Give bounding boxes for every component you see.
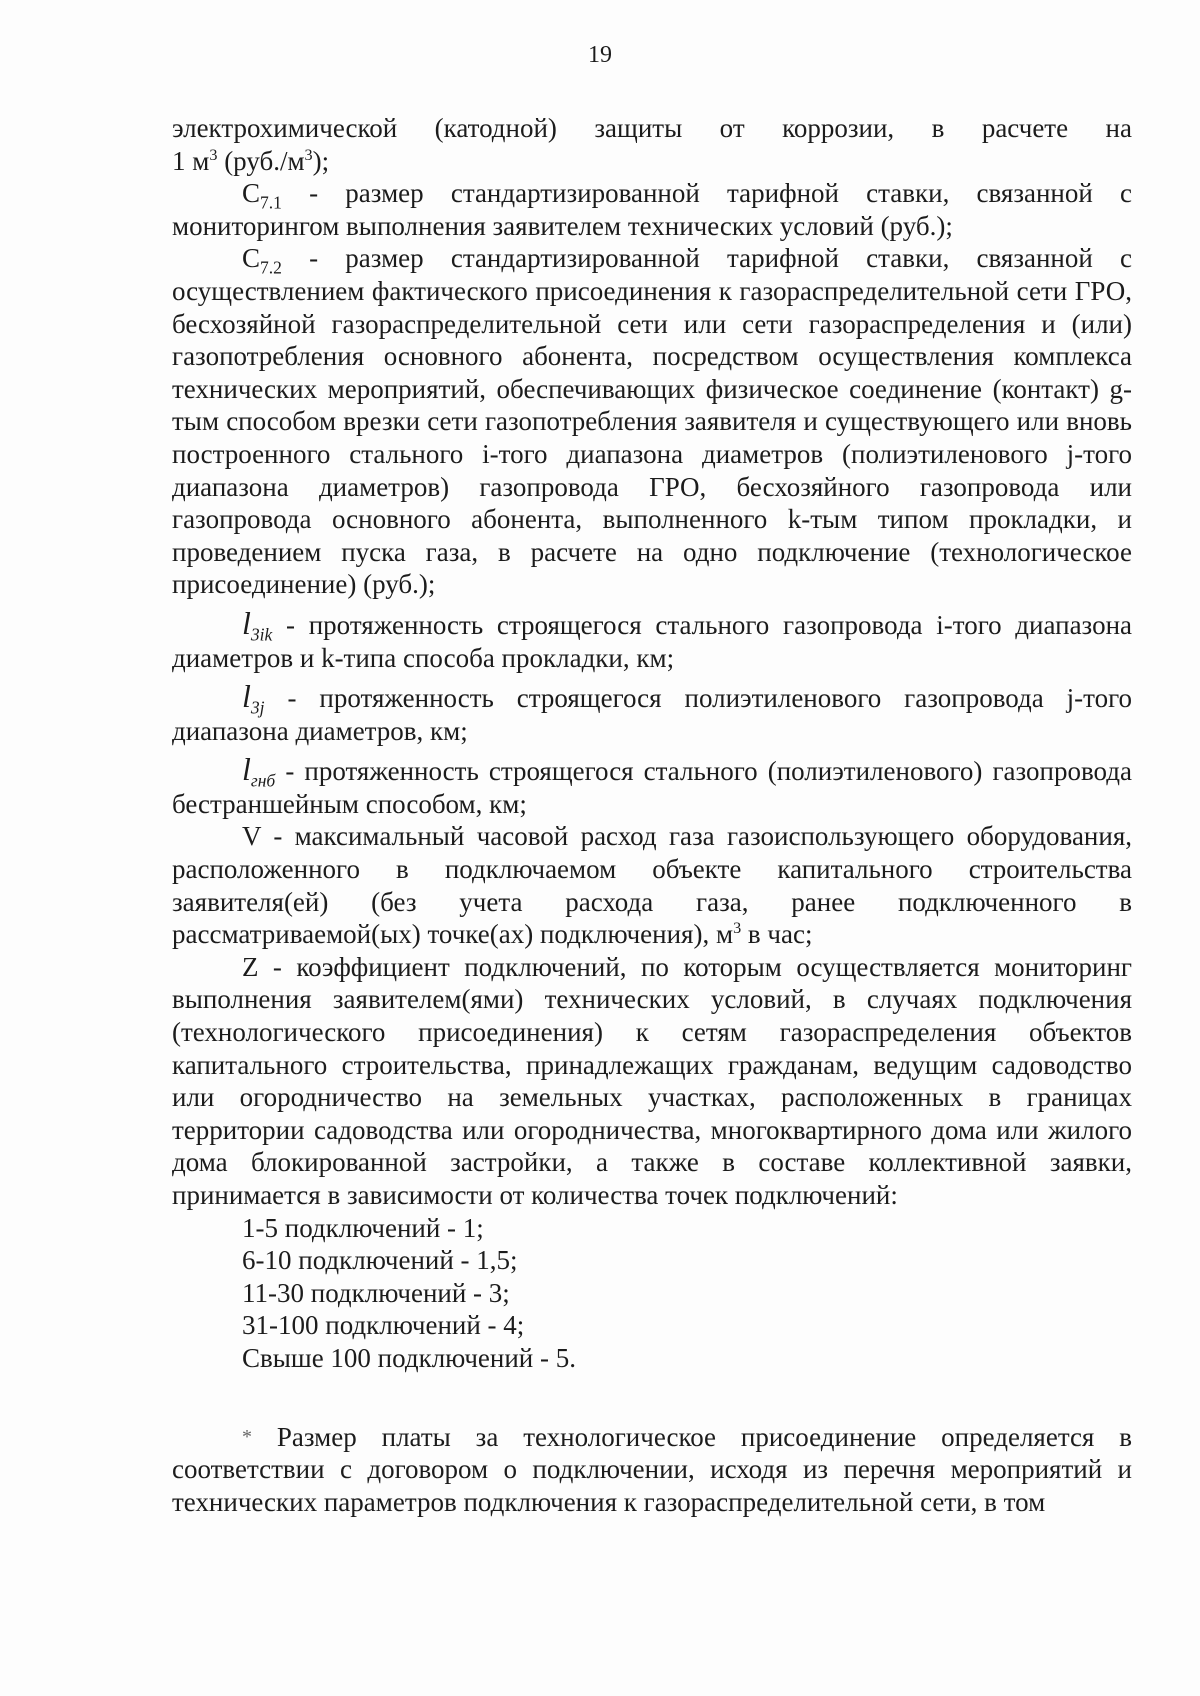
definition-lgnb xyxy=(172,753,1132,820)
symbol-subscript: 7.1 xyxy=(260,192,282,213)
unit-exponent: 3 xyxy=(733,919,742,938)
symbol-subscript: 7.2 xyxy=(260,257,282,278)
definition-l3j xyxy=(172,680,1132,747)
page-number: 19 xyxy=(588,42,612,68)
footnote xyxy=(172,1421,1132,1519)
symbol: С xyxy=(242,243,261,274)
symbol-subscript: 3ik xyxy=(250,624,273,645)
document-body xyxy=(172,112,1132,1518)
definition-z xyxy=(172,951,1132,1212)
definition-c72 xyxy=(172,242,1132,601)
unit-label: м xyxy=(192,145,210,176)
unit-exponent: 3 xyxy=(209,145,218,164)
list-item: 31-100 подключений - 4; xyxy=(242,1310,525,1341)
paragraph-continuation xyxy=(172,112,1132,145)
definition-c71 xyxy=(172,177,1132,242)
list-item: 11-30 подключений - 3; xyxy=(242,1277,510,1308)
unit-text-end: ); xyxy=(312,145,330,176)
symbol: С xyxy=(242,178,261,209)
symbol: l xyxy=(242,604,251,641)
definition-v xyxy=(172,820,1132,950)
symbol: l xyxy=(242,678,251,715)
definition-text: - протяженность строящегося стального газопровода i-того диапазона диаметров и k-типа способа прокладки, км; xyxy=(172,609,1132,673)
symbol: l xyxy=(242,751,251,788)
definition-text: - протяженность строящегося полиэтиленового газопровода j-того диапазона диаметров, км; xyxy=(172,683,1132,746)
unit-exponent: 3 xyxy=(304,145,313,164)
definition-l3ik xyxy=(172,604,1132,674)
definition-text: - размер стандартизированной тарифной ставки, связанной с осуществлением фактического присоединения к газораспределительной сети ГРО, бесхозяйной газораспределительной сети или сети газораспределения и (или) газопотребления основного абонента, посредством осуществления комплекса технических мероприятий, обеспечивающих физическое соединение (контакт) g-тым способом врезки сети газопотребления заявителя и существующего или вновь построенного стального i-того диапазона диаметров (полиэтиленового j-того диапазона диаметров) газопровода ГРО, бесхозяйного газопровода или газопровода основного абонента, выполненного k-тым типом прокладки, и проведением пуска газа, в расчете на одно подключение (технологическое присоединение) (руб.); xyxy=(172,243,1132,600)
definition-text: Z - коэффициент подключений, по которым осуществляется мониторинг выполнения заявителем(ями) технических условий, в случаях подключения (технологического присоединения) к сетям газораспределения объектов капитального строительства, принадлежащих гражданам, ведущим садоводство или огородничество на земельных участках, расположенных в границах территории садоводства или огородничества, многоквартирного дома или жилого дома блокированной застройки, а также в составе коллективной заявки, принимается в зависимости от количества точек подключений: xyxy=(172,951,1132,1210)
footnote-mark: * xyxy=(242,1425,252,1448)
footnote-text: Размер платы за технологическое присоединение определяется в соответствии с договором о подключении, исходя из перечня мероприятий и технических параметров подключения к газораспределительной сети, в том xyxy=(172,1421,1132,1517)
definition-text: - размер стандартизированной тарифной ставки, связанной с мониторингом выполнения заявителем технических условий (руб.); xyxy=(172,178,1132,241)
definition-text-end: в час; xyxy=(741,919,813,950)
symbol-subscript: 3j xyxy=(250,697,265,718)
definition-text: - протяженность строящегося стального (полиэтиленового) газопровода бестраншейным способом, км; xyxy=(172,756,1132,819)
definition-text: V - максимальный часовой расход газа газоиспользующего оборудования, расположенного в подключаемом объекте капитального строительства заявителя(ей) (без учета расхода газа, ранее подключенного в рассматриваемой(ых) точке(ах) подключения), xyxy=(172,821,1132,950)
unit-number: 1 xyxy=(172,145,186,176)
unit-text: (руб./м xyxy=(224,145,305,176)
unit-label: м xyxy=(715,919,734,950)
paragraph-unit-line xyxy=(172,145,1132,178)
paragraph-text: электрохимической (катодной) защиты от коррозии, в расчете на xyxy=(172,113,1132,143)
list-item: Свыше 100 подключений - 5. xyxy=(242,1342,576,1373)
coefficient-list xyxy=(172,1212,1132,1375)
list-item: 1-5 подключений - 1; xyxy=(242,1212,484,1243)
list-item: 6-10 подключений - 1,5; xyxy=(242,1245,518,1276)
spacer xyxy=(172,1375,1132,1421)
symbol-subscript: гнб xyxy=(250,770,276,791)
